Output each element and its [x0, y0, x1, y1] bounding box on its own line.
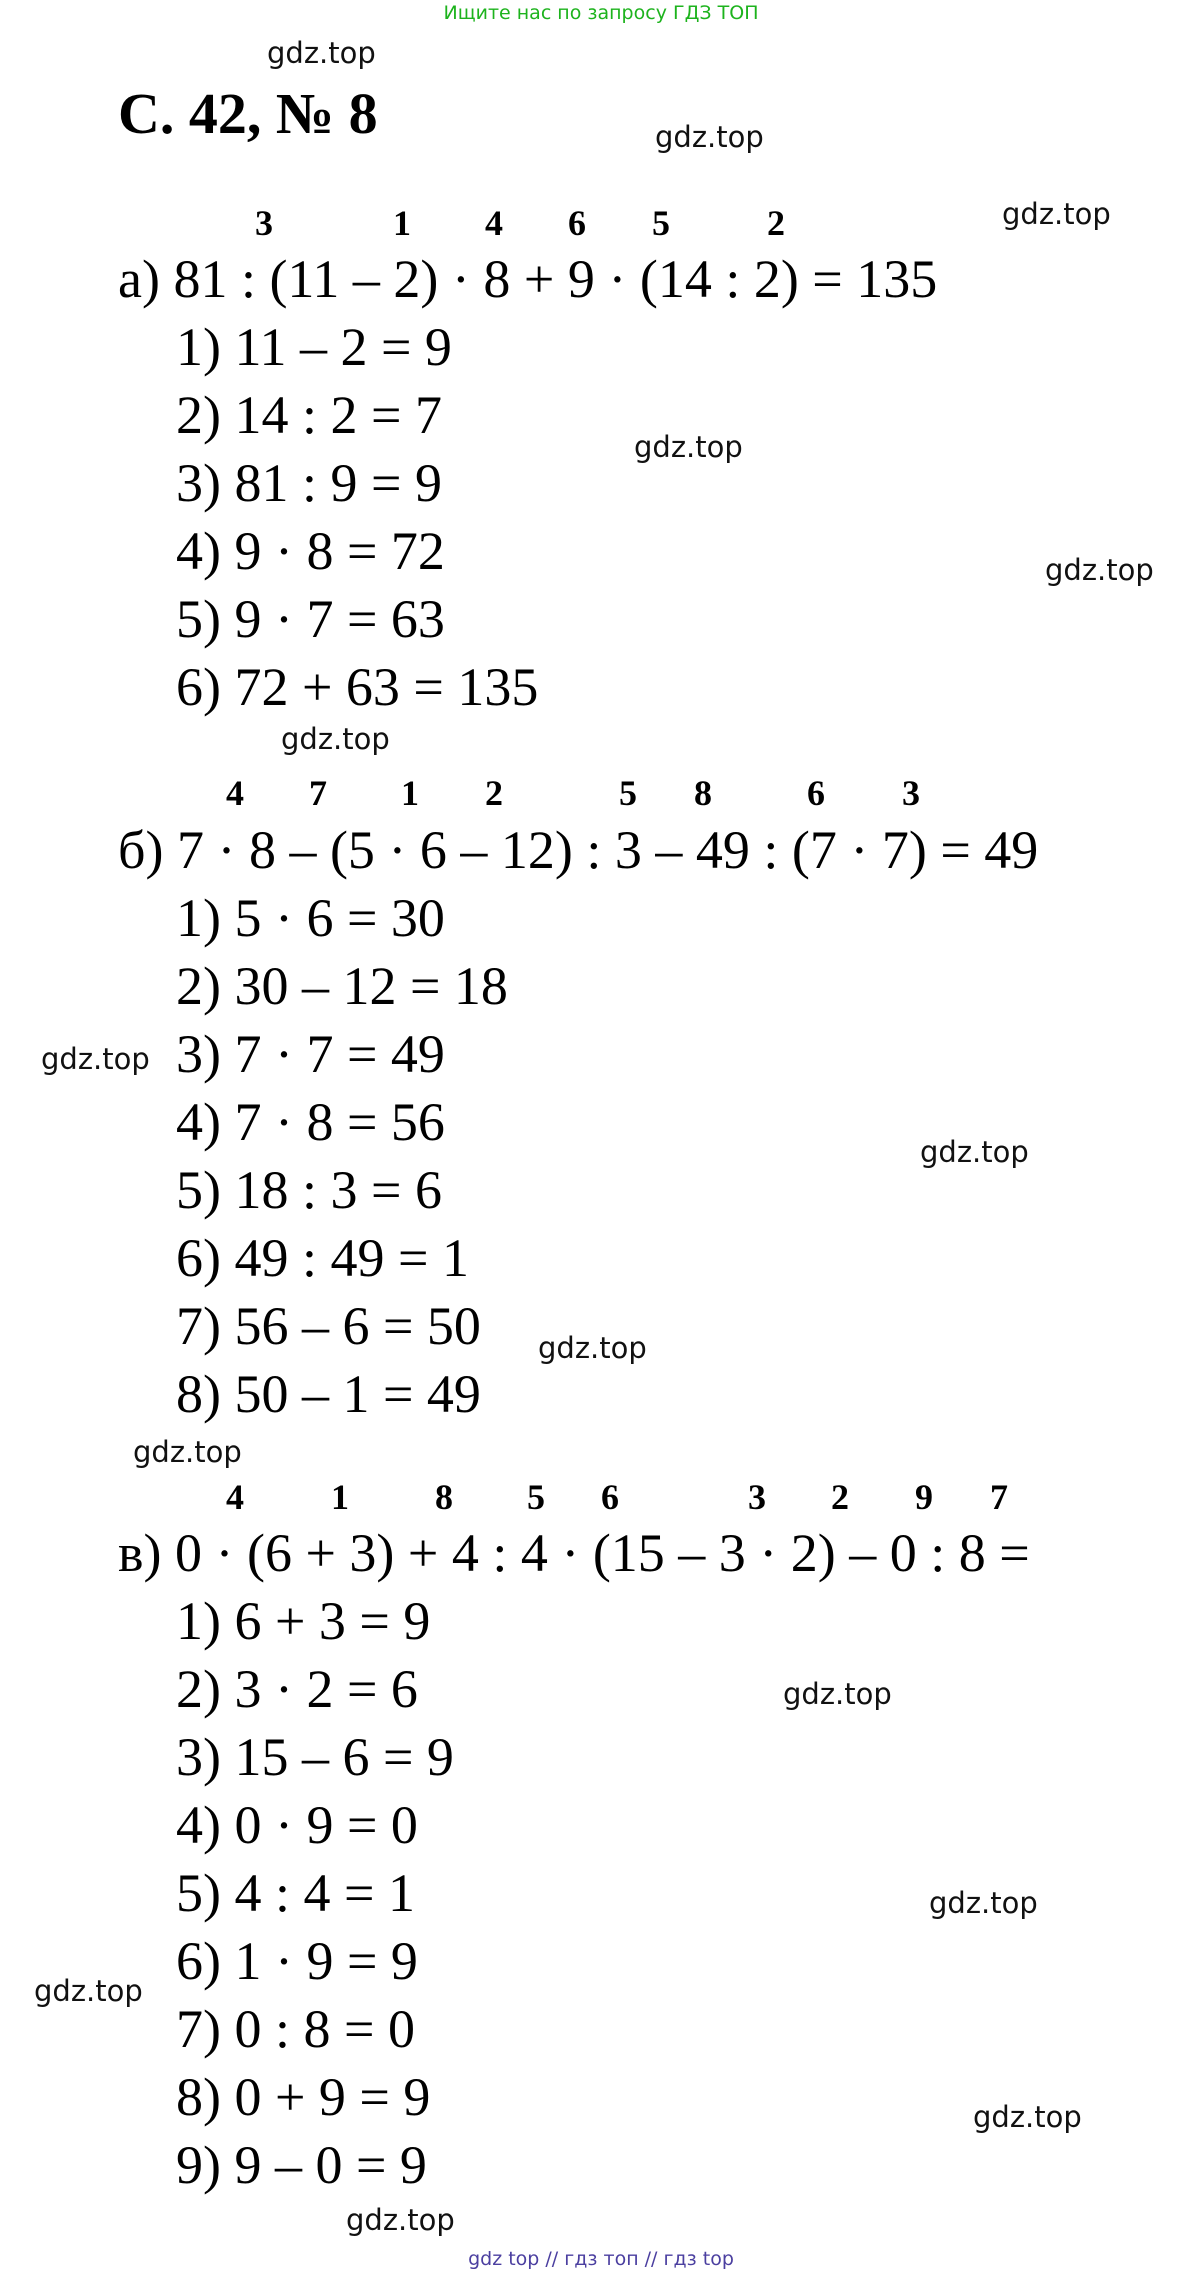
step-a-6: 6) 72 + 63 = 135: [176, 657, 539, 717]
step-c-3: 3) 15 – 6 = 9: [176, 1727, 454, 1787]
order-number: 2: [831, 1477, 849, 1517]
step-a-3: 3) 81 : 9 = 9: [176, 453, 442, 513]
step-a-5: 5) 9 · 7 = 63: [176, 589, 445, 649]
step-c-2: 2) 3 · 2 = 6: [176, 1659, 418, 1719]
order-number: 6: [568, 203, 586, 243]
expression-c: в) 0 · (6 + 3) + 4 : 4 · (15 – 3 · 2) – 0 : 8 =: [118, 1523, 1030, 1583]
order-number: 7: [990, 1477, 1008, 1517]
order-number: 8: [435, 1477, 453, 1517]
watermark: gdz.top: [34, 1974, 143, 2008]
operation-order-b: [0, 772, 1202, 812]
order-number: 1: [331, 1477, 349, 1517]
step-b-2: 2) 30 – 12 = 18: [176, 956, 508, 1016]
step-b-8: 8) 50 – 1 = 49: [176, 1364, 481, 1424]
order-number: 2: [485, 773, 503, 813]
order-number: 5: [527, 1477, 545, 1517]
order-number: 8: [694, 773, 712, 813]
order-number: 6: [601, 1477, 619, 1517]
step-a-4: 4) 9 · 8 = 72: [176, 521, 445, 581]
watermark: gdz.top: [346, 2203, 455, 2237]
watermark: gdz.top: [538, 1331, 647, 1365]
watermark: gdz.top: [655, 120, 764, 154]
watermark: gdz.top: [281, 722, 390, 756]
order-number: 4: [485, 203, 503, 243]
order-number: 6: [807, 773, 825, 813]
expression-a: а) 81 : (11 – 2) · 8 + 9 · (14 : 2) = 135: [118, 249, 938, 309]
watermark: gdz.top: [267, 36, 376, 70]
step-c-4: 4) 0 · 9 = 0: [176, 1795, 418, 1855]
operation-order-c: [0, 1476, 1202, 1516]
step-c-1: 1) 6 + 3 = 9: [176, 1591, 431, 1651]
watermark: gdz.top: [783, 1677, 892, 1711]
step-b-4: 4) 7 · 8 = 56: [176, 1092, 445, 1152]
order-number: 4: [226, 773, 244, 813]
watermark: gdz.top: [634, 430, 743, 464]
order-number: 9: [915, 1477, 933, 1517]
step-c-9: 9) 9 – 0 = 9: [176, 2135, 427, 2195]
expression-b: б) 7 · 8 – (5 · 6 – 12) : 3 – 49 : (7 · 7) = 49: [118, 820, 1039, 880]
watermark: gdz.top: [1045, 553, 1154, 587]
order-number: 1: [401, 773, 419, 813]
footer-links[interactable]: gdz top // гдз топ // гдз top: [468, 2248, 734, 2270]
watermark: gdz.top: [929, 1886, 1038, 1920]
order-number: 1: [393, 203, 411, 243]
page-title: С. 42, № 8: [118, 81, 378, 146]
step-b-7: 7) 56 – 6 = 50: [176, 1296, 481, 1356]
step-c-7: 7) 0 : 8 = 0: [176, 1999, 415, 2059]
watermark: gdz.top: [1002, 197, 1111, 231]
top-banner[interactable]: Ищите нас по запросу ГДЗ ТОП: [443, 2, 759, 24]
watermark: gdz.top: [920, 1135, 1029, 1169]
order-number: 2: [767, 203, 785, 243]
step-c-8: 8) 0 + 9 = 9: [176, 2067, 431, 2127]
step-b-1: 1) 5 · 6 = 30: [176, 888, 445, 948]
step-c-5: 5) 4 : 4 = 1: [176, 1863, 415, 1923]
order-number: 4: [226, 1477, 244, 1517]
order-number: 3: [255, 203, 273, 243]
step-a-2: 2) 14 : 2 = 7: [176, 385, 442, 445]
order-number: 5: [652, 203, 670, 243]
order-number: 3: [902, 773, 920, 813]
step-a-1: 1) 11 – 2 = 9: [176, 317, 452, 377]
order-number: 3: [748, 1477, 766, 1517]
step-b-5: 5) 18 : 3 = 6: [176, 1160, 442, 1220]
watermark: gdz.top: [133, 1435, 242, 1469]
operation-order-a: [0, 202, 1202, 242]
step-c-6: 6) 1 · 9 = 9: [176, 1931, 418, 1991]
step-b-6: 6) 49 : 49 = 1: [176, 1228, 469, 1288]
order-number: 7: [309, 773, 327, 813]
step-b-3: 3) 7 · 7 = 49: [176, 1024, 445, 1084]
watermark: gdz.top: [41, 1042, 150, 1076]
order-number: 5: [619, 773, 637, 813]
watermark: gdz.top: [973, 2100, 1082, 2134]
